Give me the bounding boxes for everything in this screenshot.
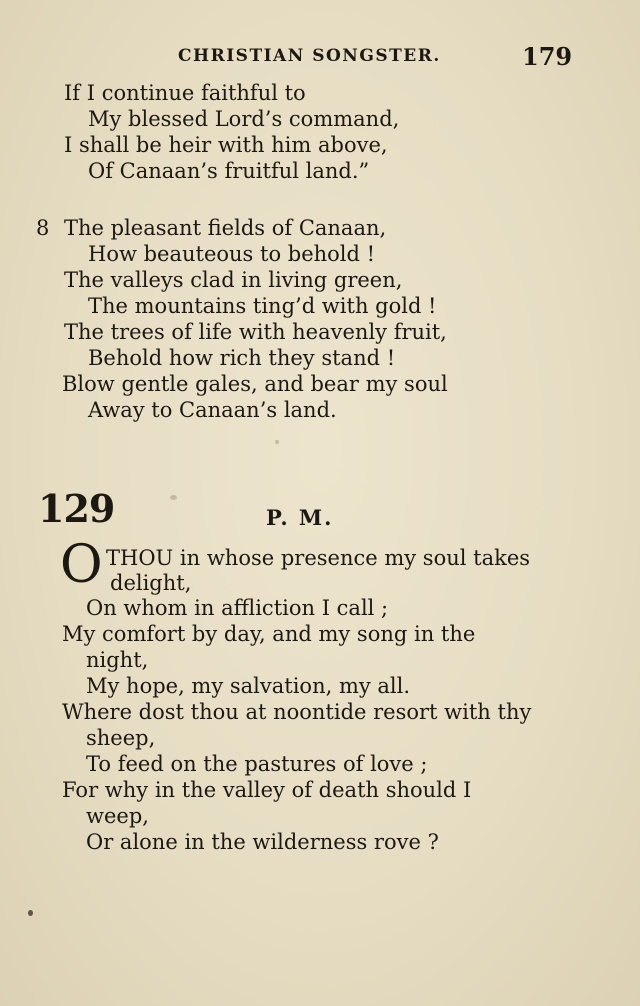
verse-line: Or alone in the wilderness rove ? xyxy=(86,830,439,854)
verse-line: delight, xyxy=(110,571,192,595)
verse-line: Away to Canaan’s land. xyxy=(88,398,337,422)
verse-line: For why in the valley of death should I xyxy=(62,778,472,802)
verse-line: My hope, my salvation, my all. xyxy=(86,674,411,698)
verse-line: The valleys clad in living green, xyxy=(64,268,403,292)
page-header xyxy=(0,42,640,72)
verse-line: weep, xyxy=(86,804,149,828)
verse-line: If I continue faithful to xyxy=(64,81,306,105)
verse-line: THOU in whose presence my soul takes xyxy=(106,546,531,570)
verse-line: On whom in affliction I call ; xyxy=(86,596,389,620)
verse-line: The pleasant fields of Canaan, xyxy=(64,216,387,240)
verse-line: I shall be heir with him above, xyxy=(64,133,388,157)
verse-line: Blow gentle gales, and bear my soul xyxy=(62,372,448,396)
stanza-number: 8 xyxy=(36,216,50,240)
hymn-meter: P. M. xyxy=(266,505,334,530)
paper-speck xyxy=(275,440,279,444)
running-head: CHRISTIAN SONGSTER. xyxy=(178,46,441,66)
paper-speck xyxy=(170,495,177,500)
verse-line: sheep, xyxy=(86,726,156,750)
verse-line: night, xyxy=(86,648,149,672)
verse-line: How beauteous to behold ! xyxy=(88,242,376,266)
verse-line: The mountains ting’d with gold ! xyxy=(88,294,437,318)
verse-line: Of Canaan’s fruitful land.” xyxy=(88,159,370,183)
verse-line: My comfort by day, and my song in the xyxy=(62,622,476,646)
verse-line: To feed on the pastures of love ; xyxy=(86,752,428,776)
verse-line: My blessed Lord’s command, xyxy=(88,107,400,131)
hymn-number: 129 xyxy=(38,486,115,531)
verse-line: Where dost thou at noontide resort with thy xyxy=(62,700,532,724)
verse-line: Behold how rich they stand ! xyxy=(88,346,396,370)
page-number: 179 xyxy=(522,42,573,71)
verse-line: The trees of life with heavenly fruit, xyxy=(64,320,447,344)
drop-cap: O xyxy=(60,535,103,595)
paper-speck xyxy=(28,910,33,916)
